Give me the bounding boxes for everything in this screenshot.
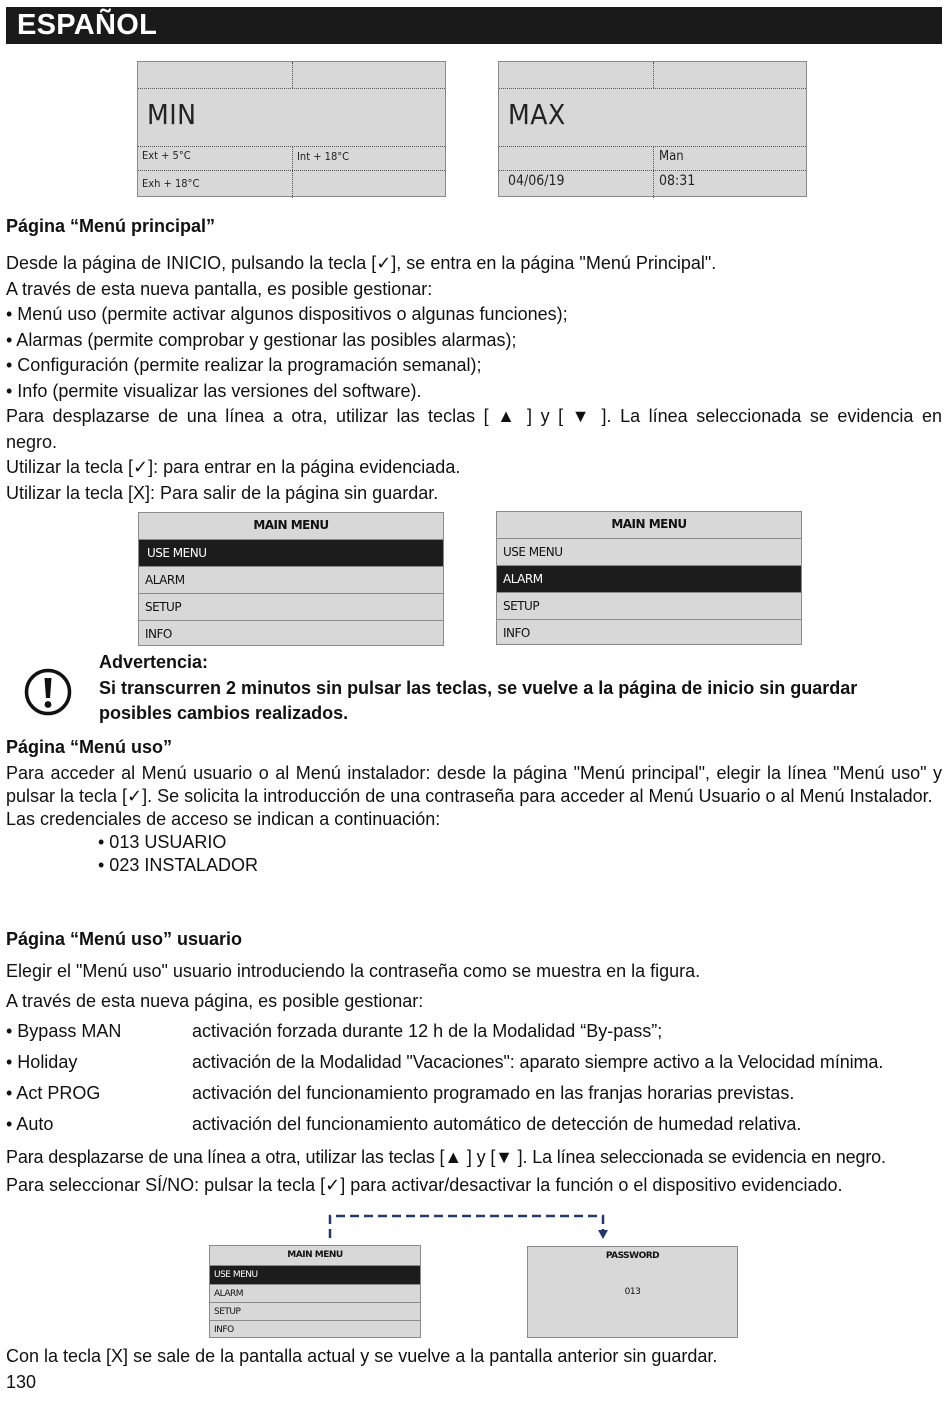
- list-item-name: • Act PROG: [6, 1083, 101, 1103]
- paragraph: Las credenciales de acceso se indican a continuación:: [6, 808, 441, 829]
- int-temp: Int + 18°C: [297, 150, 350, 163]
- section-title-main-menu: Página “Menú principal”: [6, 216, 216, 236]
- password-value[interactable]: 013: [624, 1287, 641, 1297]
- menu-item-info[interactable]: INFO: [497, 619, 801, 646]
- list-item-name: • Bypass MAN: [6, 1021, 122, 1041]
- password-screen: [527, 1246, 738, 1338]
- section2-body: [6, 735, 942, 877]
- paragraph: Desde la página de INICIO, pulsando la tecla [✓], se entra en la página "Menú Principal".: [6, 253, 717, 273]
- section-title-use-menu: Página “Menú uso”: [6, 737, 173, 757]
- date-label: 04/06/19: [508, 173, 565, 189]
- menu-item-setup[interactable]: SETUP: [497, 592, 801, 619]
- list-item: • Info (permite visualizar las versiones del software).: [6, 380, 422, 401]
- lcd-screen-min: [137, 61, 446, 197]
- section-title-user-use-menu: Página “Menú uso” usuario: [6, 929, 243, 949]
- paragraph: Para acceder al Menú usuario o al Menú instalador: desde la página "Menú principal", elegir la línea "Menú uso" y pulsar la tecla [✓]. Se solicita la introducción de una contraseña para acceder al Menú Usuario o al Menú Instalador.: [6, 762, 942, 806]
- footer-note: Con la tecla [X] se sale de la pantalla actual y se vuelve a la pantalla anterior sin guardar.: [6, 1346, 718, 1366]
- menu-item-setup[interactable]: SETUP: [210, 1302, 420, 1320]
- list-item: • Configuración (permite realizar la programación semanal);: [6, 355, 482, 375]
- list-item-desc: activación del funcionamiento programado en las franjas horarias previstas.: [192, 1083, 795, 1103]
- exclamation-circle-icon: [23, 667, 73, 717]
- menu-item-alarm[interactable]: ALARM: [497, 565, 801, 592]
- password-title: PASSWORD: [605, 1251, 660, 1261]
- paragraph: Para desplazarse de una línea a otra, utilizar las teclas [▲ ] y [▼ ]. La línea seleccionada se evidencia en negro.: [6, 1147, 886, 1167]
- page-number: 130: [6, 1372, 37, 1392]
- warning-block: [99, 650, 939, 727]
- warning-title: Advertencia:: [99, 652, 209, 672]
- list-item: • 023 INSTALADOR: [98, 854, 259, 875]
- language-header: ESPAÑOL: [6, 7, 942, 44]
- paragraph: Utilizar la tecla [X]: Para salir de la página sin guardar.: [6, 482, 439, 503]
- dashed-arrow-icon: [320, 1208, 620, 1246]
- paragraph: Elegir el "Menú uso" usuario introduciendo la contraseña como se muestra en la figura.: [6, 961, 701, 981]
- paragraph: Utilizar la tecla [✓]: para entrar en la página evidenciada.: [6, 457, 461, 477]
- warning-text: Si transcurren 2 minutos sin pulsar las teclas, se vuelve a la página de inicio sin guardar: [99, 677, 858, 698]
- menu-item-alarm[interactable]: ALARM: [210, 1284, 420, 1302]
- list-item: • Menú uso (permite activar algunos dispositivos o algunas funciones);: [6, 304, 568, 324]
- menu-title: MAIN MENU: [253, 518, 329, 532]
- list-item-desc: activación forzada durante 12 h de la Modalidad “By-pass”;: [192, 1021, 663, 1041]
- warning-text: posibles cambios realizados.: [99, 703, 349, 723]
- list-item: • Alarmas (permite comprobar y gestionar las posibles alarmas);: [6, 329, 517, 350]
- paragraph: negro.: [6, 431, 58, 452]
- paragraph: A través de esta nueva pantalla, es posible gestionar:: [6, 278, 433, 299]
- main-menu-screen-small: [209, 1245, 421, 1338]
- paragraph: Para desplazarse de una línea a otra, utilizar las teclas [ ▲ ] y [ ▼ ]. La línea seleccionada se evidencia en: [6, 406, 942, 426]
- list-item-desc: activación del funcionamiento automático de detección de humedad relativa.: [192, 1114, 802, 1134]
- main-menu-screen-left: [138, 512, 444, 646]
- list-item-desc: activación de la Modalidad "Vacaciones": aparato siempre activo a la Velocidad mínima.: [192, 1052, 884, 1072]
- lcd-screen-max: [498, 61, 807, 197]
- min-label: MIN: [147, 98, 197, 131]
- menu-item-use-menu[interactable]: USE MENU: [139, 539, 443, 566]
- time-label: 08:31: [659, 173, 696, 189]
- main-menu-screen-right: [496, 511, 802, 645]
- ext-temp: Ext + 5°C: [142, 149, 191, 162]
- menu-item-setup[interactable]: SETUP: [139, 593, 443, 620]
- menu-item-use-menu[interactable]: USE MENU: [210, 1265, 420, 1284]
- menu-item-use-menu[interactable]: USE MENU: [497, 538, 801, 565]
- list-item-name: • Auto: [6, 1114, 54, 1134]
- menu-item-info[interactable]: INFO: [139, 620, 443, 647]
- menu-title: MAIN MENU: [287, 1250, 343, 1260]
- menu-title: MAIN MENU: [611, 517, 687, 531]
- day-label: Man: [659, 149, 684, 164]
- menu-item-alarm[interactable]: ALARM: [139, 566, 443, 593]
- list-item: • 013 USUARIO: [98, 831, 227, 852]
- paragraph: A través de esta nueva página, es posible gestionar:: [6, 991, 424, 1011]
- paragraph: Para seleccionar SÍ/NO: pulsar la tecla [✓] para activar/desactivar la función o el dispositivo evidenciado.: [6, 1175, 843, 1195]
- menu-item-info[interactable]: INFO: [210, 1320, 420, 1339]
- exh-temp: Exh + 18°C: [142, 177, 200, 190]
- max-label: MAX: [508, 98, 566, 131]
- list-item-name: • Holiday: [6, 1052, 78, 1072]
- section1-body: [6, 251, 942, 506]
